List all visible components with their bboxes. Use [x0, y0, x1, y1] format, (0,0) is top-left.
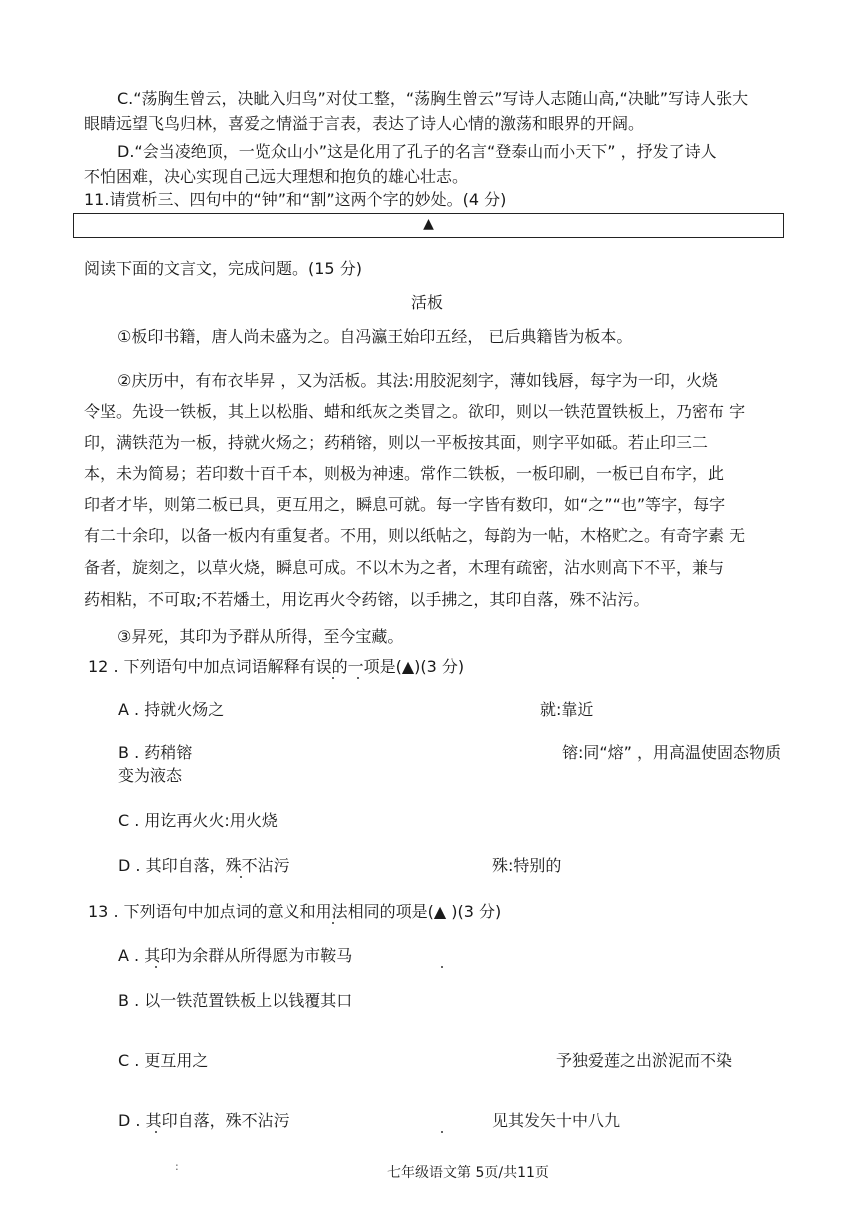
q13-option-a[interactable]: A . 其印为余群从所得愿为市鞍马 [118, 946, 353, 965]
q12-option-a-gloss: 就:靠近 [540, 700, 594, 719]
emphasis-dot [441, 966, 443, 968]
q12-question: 12 . 下列语句中加点词语解释有误的一项是(▲)(3 分) [88, 657, 465, 676]
q10-option-d-line1: D.“会当凌绝顶，一览众山小”这是化用了孔子的名言“登泰山而小天下” ，抒发了诗人 [117, 142, 717, 161]
q10-option-c-line1: C.“荡胸生曾云，决眦入归鸟”对仗工整，“荡胸生曾云”写诗人志随山高,“决眦”写诗人张大 [117, 89, 749, 108]
passage-paragraph-3: ③昇死，其印为予群从所得，至今宝藏。 [117, 627, 404, 646]
q13-option-c-compare: 予独爱莲之出淤泥而不染 [556, 1051, 733, 1070]
emphasis-dot [332, 677, 334, 679]
q10-option-d-line2: 不怕困难，决心实现自己远大理想和抱负的雄心壮志。 [84, 167, 469, 186]
passage-p2-line: 印者才毕，则第二板已具，更互用之，瞬息可就。每一字皆有数印，如“之”“也”等字，每字 [84, 495, 726, 514]
q13-option-d-compare: 见其发矢十中八九 [492, 1111, 621, 1130]
passage-p2-line: ②庆历中，有布衣毕昇 ，又为活板。其法:用胶泥刻字，薄如钱唇，每字为一印，火烧 [117, 371, 718, 390]
q12-option-a[interactable]: A . 持就火炀之 [118, 700, 225, 719]
emphasis-dot [155, 1131, 157, 1133]
q12-option-c[interactable]: C . 用讫再火火:用火烧 [118, 811, 278, 830]
reading-instruction: 阅读下面的文言文，完成问题。(15 分) [84, 259, 362, 278]
q10-option-c-line2: 眼睛远望飞鸟归林，喜爱之情溢于言表，表达了诗人心情的激荡和眼界的开阔。 [84, 114, 645, 133]
q12-option-d[interactable]: D . 其印自落，殊不沾污 [118, 856, 290, 875]
passage-p2-line: 药相粘，不可取;不若燔土，用讫再火令药镕，以手拂之，其印自落，殊不沾污。 [84, 590, 650, 609]
q13-question: 13 . 下列语句中加点词的意义和用法相同的项是(▲ )(3 分) [88, 902, 502, 921]
q13-option-b[interactable]: B . 以一铁范置铁板上以钱覆其口 [118, 991, 353, 1010]
q12-option-b-gloss-cont: 变为液态 [118, 766, 183, 785]
emphasis-dot [357, 677, 359, 679]
passage-p2-line: 本，未为简易；若印数十百千本，则极为神速。常作二铁板，一板印刷，一板已自布字，此 [84, 464, 725, 483]
q12-option-b-gloss: 镕:同“熔” ，用高温使固态物质 [562, 743, 782, 762]
answer-placeholder-mark: ▲ [423, 216, 434, 232]
q12-option-b[interactable]: B . 药稍镕 [118, 743, 193, 762]
passage-p2-line: 令坚。先设一铁板，其上以松脂、蜡和纸灰之类冒之。欲印，则以一铁范置铁板上，乃密布 字 [84, 402, 746, 421]
passage-title: 活板 [411, 293, 444, 312]
page-number: 七年级语文第 5页/共11页 [387, 1165, 549, 1181]
q11-question: 11.请赏析三、四句中的“钟”和“割”这两个字的妙处。(4 分) [84, 190, 507, 209]
q13-option-c[interactable]: C . 更互用之 [118, 1051, 209, 1070]
passage-p2-line: 印，满铁范为一板，持就火炀之；药稍镕，则以一平板按其面，则字平如砥。若止印三二 [84, 433, 709, 452]
passage-p2-line: 备者，旋刻之，以草火烧，瞬息可成。不以木为之者，木理有疏密，沾水则高下不平，兼与 [84, 558, 725, 577]
emphasis-dot [441, 1131, 443, 1133]
footer-mark: : [175, 1160, 179, 1173]
passage-p2-line: 有二十余印，以备一板内有重复者。不用，则以纸帖之，每韵为一帖，木格贮之。有奇字素 无 [84, 526, 746, 545]
q13-option-d[interactable]: D . 其印自落，殊不沾污 [118, 1111, 290, 1130]
emphasis-dot [155, 966, 157, 968]
q11-answer-box[interactable] [73, 213, 784, 238]
emphasis-dot [240, 876, 242, 878]
emphasis-dot [332, 922, 334, 924]
passage-paragraph-1: ①板印书籍，唐人尚未盛为之。自冯瀛王始印五经， 已后典籍皆为板本。 [117, 327, 633, 346]
q12-option-d-gloss: 殊:特别的 [492, 856, 562, 875]
